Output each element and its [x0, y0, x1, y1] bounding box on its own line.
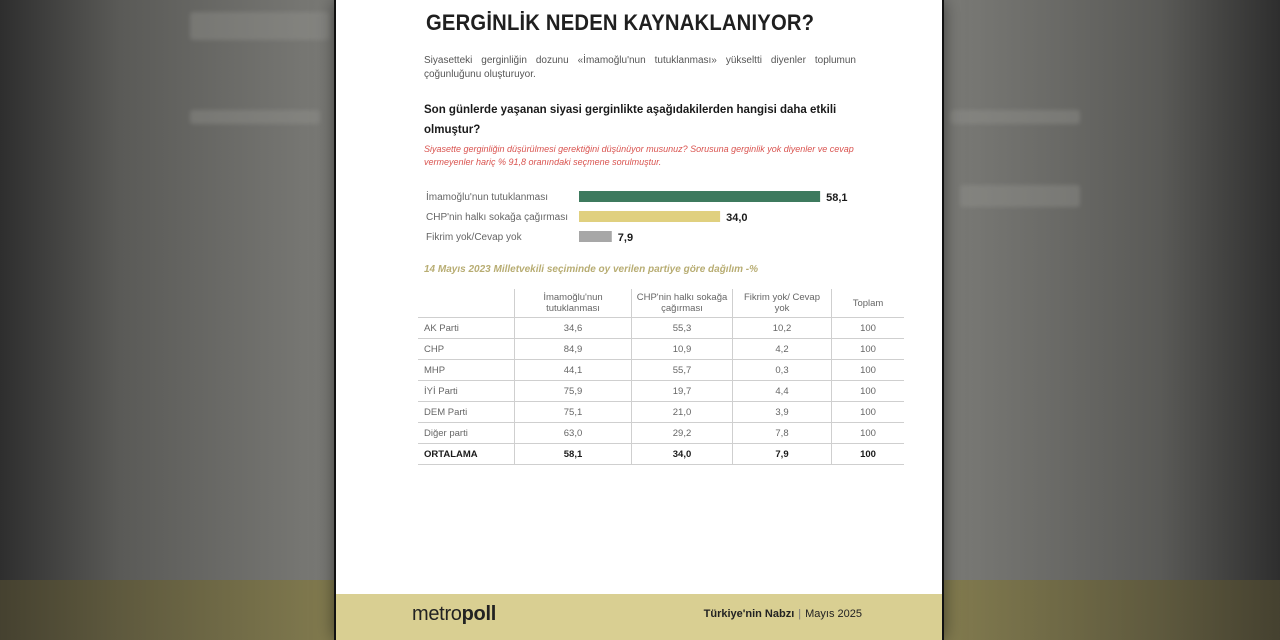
table-row: [418, 339, 904, 360]
table-row: [418, 423, 904, 444]
table-row: [418, 381, 904, 402]
value-cell: 10,2: [733, 318, 832, 339]
value-cell: 84,9: [515, 339, 632, 360]
value-cell: 10,9: [632, 339, 733, 360]
party-name-cell: DEM Parti: [418, 402, 515, 423]
bar-value-label: 58,1: [826, 192, 848, 204]
bar-chart: [336, 0, 942, 260]
value-cell: 100: [832, 381, 905, 402]
metropoll-logo: metropoll: [412, 603, 496, 625]
footer-separator: |: [798, 608, 802, 620]
value-cell: 7,9: [733, 444, 832, 465]
value-cell: 100: [832, 360, 905, 381]
value-cell: 3,9: [733, 402, 832, 423]
value-cell: 7,8: [733, 423, 832, 444]
value-cell: 19,7: [632, 381, 733, 402]
bar-value-label: 7,9: [617, 232, 634, 244]
table-row: [418, 402, 904, 423]
page-title: GERGİNLİK NEDEN KAYNAKLANIYOR?: [426, 10, 815, 35]
bar-category-label: İmamoğlu'nun tutuklanması: [426, 192, 548, 203]
intro-text: Siyasetteki gerginliğin dozunu «İmamoğlu'nun tutuklanması» yükseltti diyenler toplumun çoğunluğunu oluşturuyor.: [424, 55, 856, 80]
party-name-cell: AK Parti: [418, 318, 515, 339]
bar: [579, 231, 612, 242]
table-header-row: [418, 289, 904, 318]
table-header-cell: CHP'nin halkı sokağa çağırması: [632, 289, 733, 318]
party-name-cell: İYİ Parti: [418, 381, 515, 402]
value-cell: 58,1: [515, 444, 632, 465]
publication-name: Türkiye'nin Nabzı: [703, 608, 795, 620]
party-name-cell: CHP: [418, 339, 515, 360]
party-name-cell: ORTALAMA: [418, 444, 515, 465]
value-cell: 34,0: [632, 444, 733, 465]
survey-note: Siyasette gerginliğin düşürülmesi gerektiğini düşünüyor musunuz? Sorusuna gerginlik yok diyenler ve cevap vermeyenler hariç % 91,8 oranındaki seçmene sorulmuştur.: [424, 144, 854, 167]
value-cell: 55,3: [632, 318, 733, 339]
bar-category-label: CHP'nin halkı sokağa çağırması: [426, 212, 568, 223]
survey-question: Son günlerde yaşanan siyasi gerginlikte aşağıdakilerden hangisi daha etkili olmuştur?: [424, 104, 837, 136]
bar-value-label: 34,0: [726, 212, 748, 224]
value-cell: 21,0: [632, 402, 733, 423]
table-header-cell: İmamoğlu'nun tutuklanması: [515, 289, 632, 318]
footer-meta: [704, 608, 862, 620]
value-cell: 4,2: [733, 339, 832, 360]
bar-category-label: Fikrim yok/Cevap yok: [426, 232, 522, 243]
footer: [336, 594, 942, 640]
value-cell: 75,9: [515, 381, 632, 402]
value-cell: 4,4: [733, 381, 832, 402]
value-cell: 44,1: [515, 360, 632, 381]
table-header-cell: Toplam: [832, 289, 905, 318]
party-name-cell: MHP: [418, 360, 515, 381]
bar: [579, 191, 820, 202]
value-cell: 100: [832, 402, 905, 423]
value-cell: 55,7: [632, 360, 733, 381]
average-row: [418, 444, 904, 465]
value-cell: 34,6: [515, 318, 632, 339]
value-cell: 75,1: [515, 402, 632, 423]
table-row: [418, 318, 904, 339]
party-breakdown-table: [418, 289, 904, 465]
table-row: [418, 360, 904, 381]
party-name-cell: Diğer parti: [418, 423, 515, 444]
value-cell: 100: [832, 339, 905, 360]
publication-date: Mayıs 2025: [805, 608, 862, 620]
table-header-blank: [418, 289, 515, 318]
value-cell: 29,2: [632, 423, 733, 444]
table-caption: 14 Mayıs 2023 Milletvekili seçiminde oy verilen partiye göre dağılım -%: [424, 264, 759, 275]
table-header-cell: Fikrim yok/ Cevap yok: [733, 289, 832, 318]
value-cell: 63,0: [515, 423, 632, 444]
report-page: [336, 0, 942, 640]
value-cell: 100: [832, 444, 905, 465]
value-cell: 0,3: [733, 360, 832, 381]
value-cell: 100: [832, 318, 905, 339]
bar: [579, 211, 720, 222]
value-cell: 100: [832, 423, 905, 444]
